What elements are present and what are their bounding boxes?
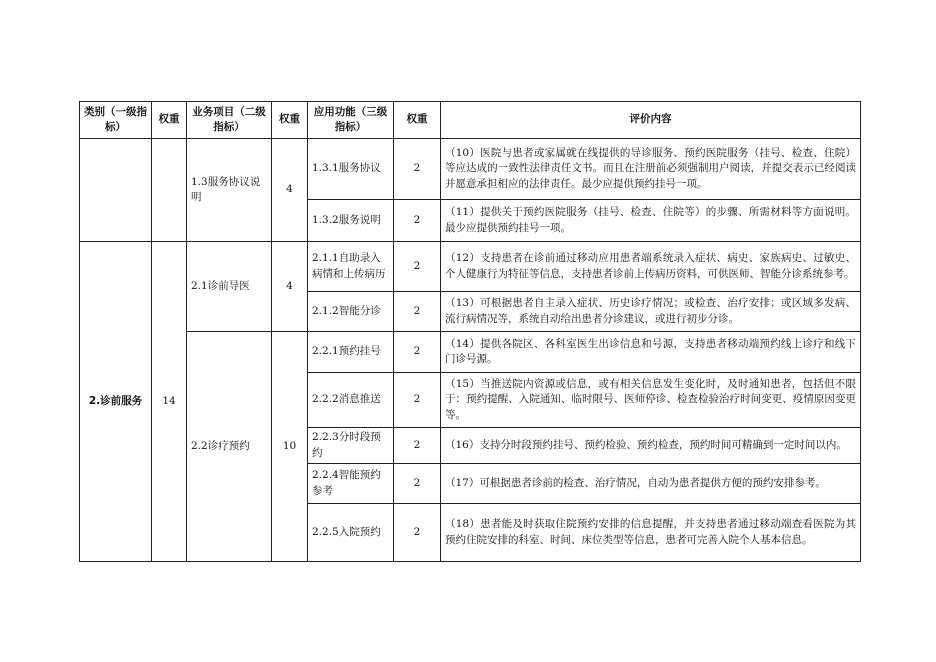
function-cell: 2.2.2消息推送 [308, 373, 394, 428]
header-weight-2: 权重 [272, 102, 308, 139]
business-weight-cell: 4 [272, 139, 308, 242]
header-content: 评价内容 [441, 102, 861, 139]
function-weight-cell: 2 [394, 428, 441, 464]
function-weight-cell: 2 [394, 242, 441, 292]
business-weight-cell: 4 [272, 242, 308, 332]
evaluation-table [79, 101, 861, 562]
function-cell: 2.2.5入院预约 [308, 504, 394, 562]
table-row [80, 332, 861, 373]
weight-cell-empty [152, 139, 187, 242]
function-cell: 1.3.1服务协议 [308, 139, 394, 200]
header-row [80, 102, 861, 139]
category-weight-cell: 14 [152, 242, 187, 562]
content-cell: （17）可根据患者诊前的检查、治疗情况，自动为患者提供方便的预约安排参考。 [441, 464, 861, 504]
header-function: 应用功能（三级指标） [308, 102, 394, 139]
function-cell: 1.3.2服务说明 [308, 200, 394, 242]
header-category: 类别（一级指标） [80, 102, 152, 139]
content-cell: （18）患者能及时获取住院预约安排的信息提醒，并支持患者通过移动端查看医院为其预约住院安排的科室、时间、床位类型等信息，患者可完善入院个人基本信息。 [441, 504, 861, 562]
function-weight-cell: 2 [394, 200, 441, 242]
function-weight-cell: 2 [394, 139, 441, 200]
function-weight-cell: 2 [394, 464, 441, 504]
business-cell: 1.3服务协议说明 [187, 139, 272, 242]
business-cell: 2.1诊前导医 [187, 242, 272, 332]
category-cell-empty [80, 139, 152, 242]
content-cell: （16）支持分时段预约挂号、预约检验、预约检查，预约时间可精确到一定时间以内。 [441, 428, 861, 464]
function-cell: 2.2.4智能预约参考 [308, 464, 394, 504]
business-cell: 2.2诊疗预约 [187, 332, 272, 562]
function-cell: 2.2.1预约挂号 [308, 332, 394, 373]
header-weight-3: 权重 [394, 102, 441, 139]
header-business: 业务项目（二级指标） [187, 102, 272, 139]
function-weight-cell: 2 [394, 504, 441, 562]
content-cell: （10）医院与患者或家属就在线提供的导诊服务、预约医院服务（挂号、检查、住院）等应达成的一致性法律责任文书。而且在注册前必须强制用户阅读，并提交表示已经阅读并愿意承担相应的法律责任。最少应提供预约挂号一项。 [441, 139, 861, 200]
content-cell: （15）当推送院内资源或信息，或有相关信息发生变化时，及时通知患者，包括但不限于：预约提醒、入院通知、临时限号、医师停诊、检查检验治疗时间变更、疫情原因变更等。 [441, 373, 861, 428]
business-weight-cell: 10 [272, 332, 308, 562]
category-cell: 2.诊前服务 [80, 242, 152, 562]
content-cell: （11）提供关于预约医院服务（挂号、检查、住院等）的步骤、所需材料等方面说明。最少应提供预约挂号一项。 [441, 200, 861, 242]
content-cell: （13）可根据患者自主录入症状、历史诊疗情况；或检查、治疗安排；或区域多发病、流行病情况等，系统自动给出患者分诊建议，或进行初步分诊。 [441, 292, 861, 332]
table-row [80, 139, 861, 200]
function-weight-cell: 2 [394, 292, 441, 332]
function-cell: 2.2.3分时段预约 [308, 428, 394, 464]
function-weight-cell: 2 [394, 332, 441, 373]
header-weight-1: 权重 [152, 102, 187, 139]
function-cell: 2.1.1自助录入病情和上传病历 [308, 242, 394, 292]
content-cell: （12）支持患者在诊前通过移动应用患者端系统录入症状、病史、家族病史、过敏史、个人健康行为特征等信息，支持患者诊前上传病历资料，可供医师、智能分诊系统参考。 [441, 242, 861, 292]
function-cell: 2.1.2智能分诊 [308, 292, 394, 332]
content-cell: （14）提供各院区、各科室医生出诊信息和号源，支持患者移动端预约线上诊疗和线下门诊号源。 [441, 332, 861, 373]
table-row [80, 242, 861, 292]
function-weight-cell: 2 [394, 373, 441, 428]
